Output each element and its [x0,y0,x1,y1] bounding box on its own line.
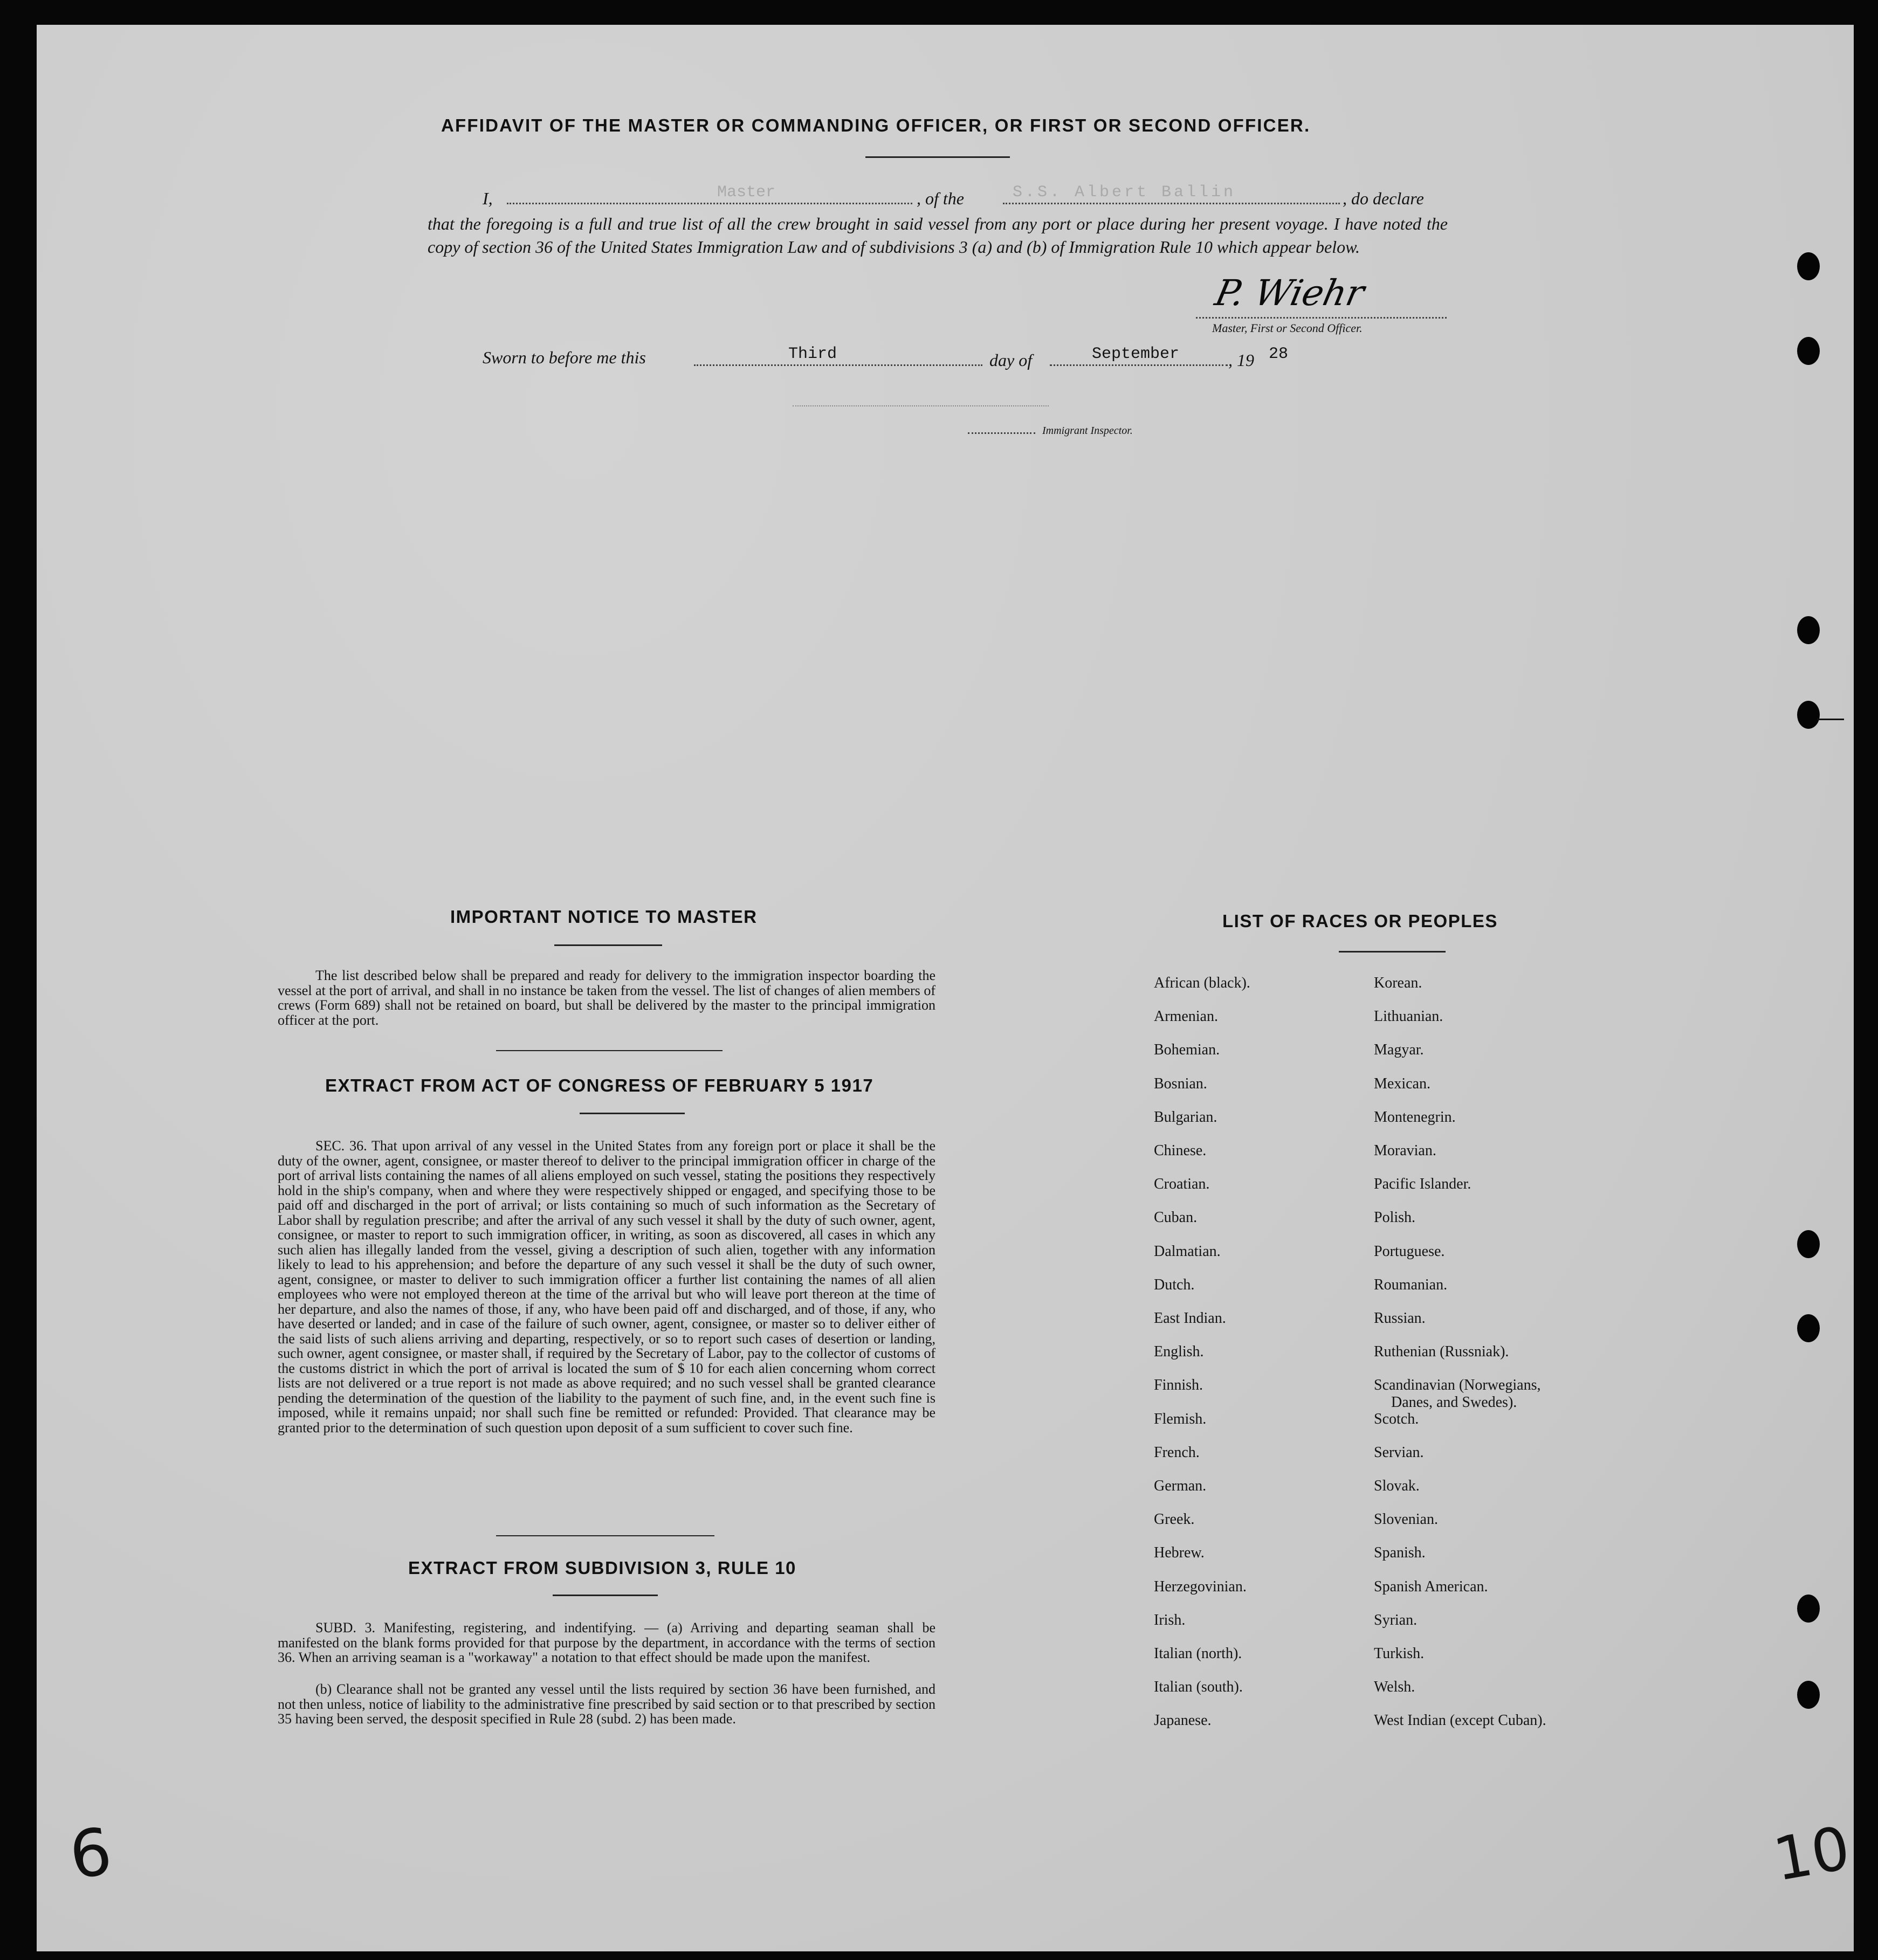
race-item-col1-15: French. [1154,1444,1200,1461]
act-title-rule [580,1113,685,1114]
inspector-caption: Immigrant Inspector. [1042,425,1133,437]
race-item-col1-21: Italian (north). [1154,1645,1242,1662]
capacity-value: Master [717,183,776,202]
race-item-col1-6: Chinese. [1154,1142,1207,1159]
day-of-label: day of [989,350,1033,370]
signature-caption: Master, First or Second Officer. [1212,321,1363,335]
race-item-col1-23: Japanese. [1154,1712,1212,1729]
race-item-col1-5: Bulgarian. [1154,1109,1217,1126]
race-item-col2-5: Montenegrin. [1374,1109,1456,1126]
sworn-month-value: September [1092,345,1180,363]
race-item-col2-21: Turkish. [1374,1645,1425,1662]
sworn-month-field [1050,364,1228,366]
rule-title-rule [553,1595,658,1596]
notice-divider [496,1050,723,1051]
inspector-signature-line-2 [968,432,1035,434]
page-number-right: 10 [1768,1813,1855,1895]
race-item-col2-continuation: Danes, and Swedes). [1391,1394,1517,1411]
act-text: SEC. 36. That upon arrival of any vessel in the United States from any foreign port or place it shall be the duty of the owner, agent, consignee, or master thereof to deliver to the principal immigration officer in charge of the port of arrival lists containing the names of all aliens employed on such vessel, stating the positions they respectively hold in the ship's company, when and where they were respectively shipped or engaged, and specifying those to be paid off and discharged in the port of arrival; or lists containing so much of such information as the Secretary of Labor shall by regulation prescribe; and after the arrival of any such vessel it shall by the duty of such owner, agent, consignee, or master to report to such immigration officer, in writing, as soon as discovered, all cases in which any such alien has illegally landed from the vessel, giving a description of such alien, together with any information likely to lead to his apprehension; and before the departure of any such vessel it shall be the duty of such owner, agent, consignee, or master to deliver to such immigration officer a further list containing the names of all alien employees who were not employed thereon at the time of the arrival but who will leave port thereon at the time of her departure, and also the names of those, if any, who have been paid off and discharged, and of those, if any, who have deserted or landed; and in case of the failure of such owner, agent, consignee, or master so to deliver either of the said lists of such aliens arriving and departing, respectively, or so to report such cases of desertion or landing, such owner, agent consignee, or master shall, if required by the Secretary of Labor, pay to the collector of customs of the customs district in which the port of arrival is located the sum of $ 10 for each alien concerning whom correct lists are not delivered or a true report is not made as above required; and no such vessel shall be granted clearance pending the determination of the question of the liability to the payment of such fine, and, in the event such fine is imposed, while it remains unpaid; nor shall such fine be remitted or refunded: Provided. That clearance may be granted prior to the determination of such question upon deposit of a sum sufficient to cover such fine. [278,1138,935,1436]
race-item-col2-2: Lithuanian. [1374,1008,1443,1025]
race-item-col2-7: Pacific Islander. [1374,1176,1471,1192]
race-item-col1-2: Armenian. [1154,1008,1218,1025]
notice-title-rule [554,944,662,946]
race-item-col2-14: Scotch. [1374,1411,1419,1427]
notice-text: The list described below shall be prepared and ready for delivery to the immigration inspector boarding the vessel at the port of arrival, and shall in no instance be taken from the vessel. The list of changes of alien members of crews (Form 689) shall not be retained on board, but shall be delivered by the master to the principal immigration officer at the port. [278,968,935,1028]
punch-hole [1797,616,1820,644]
affidavit-title-rule [865,156,1010,158]
race-item-col1-1: African (black). [1154,975,1250,991]
rule-text-a: SUBD. 3. Manifesting, registering, and indentifying. — (a) Arriving and departing seaman shall be manifested on the blank forms provided for that purpose by the department, in accordance with the terms of section 36. When an arriving seaman is a "workaway" a notation to that effect should be made upon the manifest. [278,1620,935,1665]
vessel-field [1003,203,1340,204]
race-item-col2-3: Magyar. [1374,1041,1424,1058]
race-item-col1-8: Cuban. [1154,1209,1198,1226]
year-prefix: , 19 [1228,350,1254,370]
act-title: EXTRACT FROM ACT OF CONGRESS OF FEBRUARY 5 1917 [325,1075,874,1095]
race-item-col2-13: Scandinavian (Norwegians, [1374,1377,1541,1393]
punch-hole [1797,1681,1820,1709]
race-item-col2-1: Korean. [1374,975,1422,991]
race-item-col2-19: Spanish American. [1374,1578,1488,1595]
race-item-col2-16: Slovak. [1374,1478,1420,1494]
race-item-col2-6: Moravian. [1374,1142,1436,1159]
sworn-day-value: Third [788,345,837,363]
punch-hole [1797,1230,1820,1258]
race-item-col1-7: Croatian. [1154,1176,1210,1192]
of-the-label: , of the [917,189,964,208]
race-item-col2-18: Spanish. [1374,1544,1426,1561]
race-item-col1-9: Dalmatian. [1154,1243,1221,1260]
race-item-col2-9: Portuguese. [1374,1243,1445,1260]
inspector-signature-line-1 [793,405,1049,406]
do-declare-label: , do declare [1343,189,1424,208]
race-item-col2-15: Servian. [1374,1444,1424,1461]
race-item-col2-11: Russian. [1374,1310,1426,1327]
race-item-col2-4: Mexican. [1374,1075,1430,1092]
notice-title: IMPORTANT NOTICE TO MASTER [450,907,758,927]
races-title-rule [1339,951,1446,953]
race-item-col2-20: Syrian. [1374,1612,1418,1628]
races-title: LIST OF RACES OR PEOPLES [1222,911,1498,931]
race-item-col2-12: Ruthenian (Russniak). [1374,1343,1509,1360]
race-item-col1-12: English. [1154,1343,1204,1360]
race-item-col1-13: Finnish. [1154,1377,1203,1393]
race-item-col1-22: Italian (south). [1154,1679,1243,1695]
race-item-col2-17: Slovenian. [1374,1511,1438,1528]
race-item-col1-20: Irish. [1154,1612,1186,1628]
punch-hole [1797,1595,1820,1623]
race-item-col2-10: Roumanian. [1374,1276,1448,1293]
race-item-col1-16: German. [1154,1478,1207,1494]
punch-hole [1797,252,1820,280]
year-value: 28 [1269,345,1289,363]
sworn-label: Sworn to before me this [483,348,646,367]
race-item-col1-11: East Indian. [1154,1310,1226,1327]
master-signature: P. Wiehr [1211,272,1368,314]
race-item-col1-19: Herzegovinian. [1154,1578,1247,1595]
page-number-left: 6 [65,1814,116,1894]
race-item-col2-8: Polish. [1374,1209,1416,1226]
affidavit-body: that the foregoing is a full and true list of all the crew brought in said vessel from any port or place during her present voyage. I have noted the copy of section 36 of the United States Immigration Law and of subdivisions 3 (a) and (b) of Immigration Rule 10 which appear below. [428,214,1448,257]
race-item-col1-10: Dutch. [1154,1276,1195,1293]
signature-line [1196,317,1447,319]
affidavit-i: I, [483,189,493,208]
sworn-day-field [694,364,982,366]
race-item-col1-3: Bohemian. [1154,1041,1220,1058]
race-item-col1-18: Hebrew. [1154,1544,1205,1561]
rule-text-b: (b) Clearance shall not be granted any vessel until the lists required by section 36 have been furnished, and not then unless, notice of liability to the administrative fine prescribed by said section or to that prescribed by section 35 having been served, the desposit specified in Rule 28 (subd. 2) has been made. [278,1681,935,1727]
punch-hole [1797,1314,1820,1342]
punch-hole [1797,337,1820,365]
vessel-value: S.S. Albert Ballin [1013,183,1236,202]
race-item-col1-14: Flemish. [1154,1411,1207,1427]
act-divider [496,1535,714,1536]
capacity-field [507,203,912,204]
punch-hole [1797,701,1820,729]
affidavit-title: AFFIDAVIT OF THE MASTER OR COMMANDING OFFICER, OR FIRST OR SECOND OFFICER. [441,115,1311,135]
hole-tear-mark [1817,719,1844,720]
race-item-col1-17: Greek. [1154,1511,1195,1528]
race-item-col2-22: Welsh. [1374,1679,1415,1695]
rule-title: EXTRACT FROM SUBDIVISION 3, RULE 10 [408,1558,796,1578]
race-item-col1-4: Bosnian. [1154,1075,1207,1092]
race-item-col2-23: West Indian (except Cuban). [1374,1712,1546,1729]
